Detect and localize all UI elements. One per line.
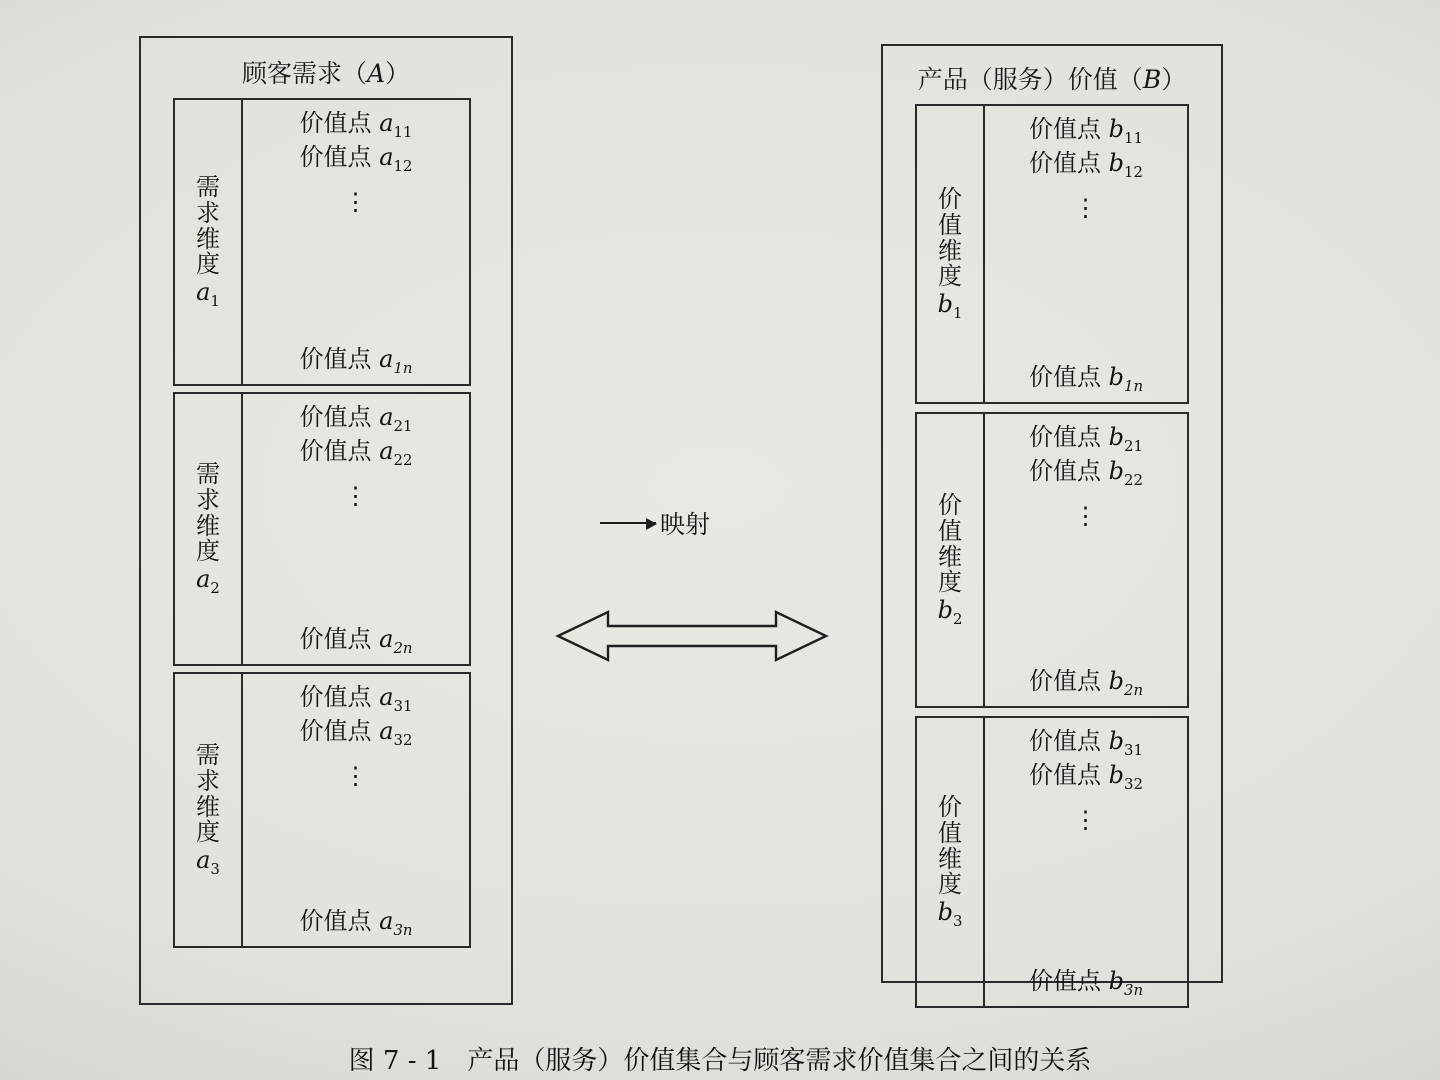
vertical-ellipsis-icon: ⋮ (1073, 805, 1099, 834)
value-point: 价值点 $a_{22}$ (299, 436, 413, 469)
dimension-label-b1: 价 值 维 度 $b_1$ (917, 106, 985, 402)
page-showthrough-text (540, 450, 828, 475)
double-arrow-horizontal-icon (552, 608, 832, 668)
vertical-ellipsis-icon: ⋮ (343, 761, 369, 790)
value-point: 价值点 $a_{2n}$ (299, 625, 413, 657)
group-title-product-value (883, 60, 1221, 96)
dimension-label-symbol: $a_1$ (196, 278, 220, 311)
dimension-block-b1 (915, 104, 1189, 404)
value-point: 价值点 $b_{21}$ (1029, 423, 1143, 455)
value-point: 价值点 $b_{2n}$ (1028, 667, 1144, 699)
vertical-ellipsis-icon: ⋮ (1073, 193, 1099, 222)
value-point: 价值点 $a_{11}$ (299, 109, 413, 141)
dimension-label-a3: 需 求 维 度 $a_3$ (175, 674, 243, 946)
group-title-text: 顾客需求（ (241, 59, 367, 88)
page-showthrough-text (520, 255, 763, 292)
vertical-ellipsis-icon: ⋮ (343, 481, 369, 510)
value-point: 价值点 $a_{1n}$ (299, 345, 413, 377)
value-point: 价值点 $b_{11}$ (1029, 115, 1143, 147)
group-box-product-value (881, 44, 1223, 999)
value-point: 价值点 $b_{1n}$ (1028, 363, 1144, 395)
group-title-suffix: ） (385, 59, 411, 88)
value-point-list-b1 (985, 106, 1187, 402)
arrow-right-icon (600, 522, 656, 524)
value-point-list-a2 (243, 394, 469, 664)
value-point: 价值点 $a_{31}$ (299, 683, 413, 715)
dimension-label-a1: 需 求 维 度 $a_1$ (175, 100, 243, 384)
group-box-customer-demand (139, 36, 513, 1005)
vertical-ellipsis-icon: ⋮ (343, 187, 369, 216)
mapping-label: 映射 (660, 510, 711, 539)
dimension-label-symbol: $b_1$ (937, 290, 963, 323)
page-showthrough-text (520, 760, 790, 785)
value-point: 价值点 $b_{32}$ (1029, 760, 1143, 793)
figure-caption: 图 7 - 1 产品（服务）价值集合与顾客需求价值集合之间的关系 (348, 1046, 1092, 1076)
page-showthrough-text (30, 8, 498, 33)
value-point: 价值点 $b_{3n}$ (1028, 967, 1144, 999)
value-point: 价值点 $a_{21}$ (299, 403, 413, 435)
dimension-label-a2: 需 求 维 度 $a_2$ (175, 394, 243, 664)
dimension-block-a3 (173, 672, 471, 948)
value-point-list-b2 (985, 414, 1187, 706)
value-point: 价值点 $a_{32}$ (299, 716, 413, 749)
group-title-text: 产品（服务）价值（ (917, 65, 1143, 94)
value-point-list-a3 (243, 674, 469, 946)
dimension-label-symbol: $a_3$ (196, 846, 220, 879)
group-title-suffix: ） (1161, 65, 1187, 94)
value-point: 价值点 $b_{12}$ (1029, 148, 1143, 181)
group-title-symbol: B (1142, 65, 1162, 94)
dimension-label-symbol: $b_3$ (937, 898, 963, 931)
dimension-label-symbol: $a_2$ (196, 565, 220, 598)
value-point: 价值点 $b_{31}$ (1029, 727, 1143, 759)
dimension-block-a2 (173, 392, 471, 666)
dimension-block-a1 (173, 98, 471, 386)
value-point: 价值点 $b_{22}$ (1029, 456, 1143, 489)
dimension-block-b3 (915, 716, 1189, 1008)
group-title-customer-demand (141, 54, 511, 90)
dimension-label-b3: 价 值 维 度 $b_3$ (917, 718, 985, 1006)
value-point: 价值点 $a_{3n}$ (299, 907, 413, 939)
value-point-list-a1 (243, 100, 469, 384)
group-title-symbol: A (366, 59, 386, 88)
dimension-label-symbol: $b_2$ (937, 596, 963, 629)
vertical-ellipsis-icon: ⋮ (1073, 501, 1099, 530)
dimension-block-b2 (915, 412, 1189, 708)
dimension-label-b2: 价 值 维 度 $b_2$ (917, 414, 985, 706)
value-point-list-b3 (985, 718, 1187, 1006)
mapping-annotation (600, 505, 710, 541)
value-point: 价值点 $a_{12}$ (299, 142, 413, 175)
